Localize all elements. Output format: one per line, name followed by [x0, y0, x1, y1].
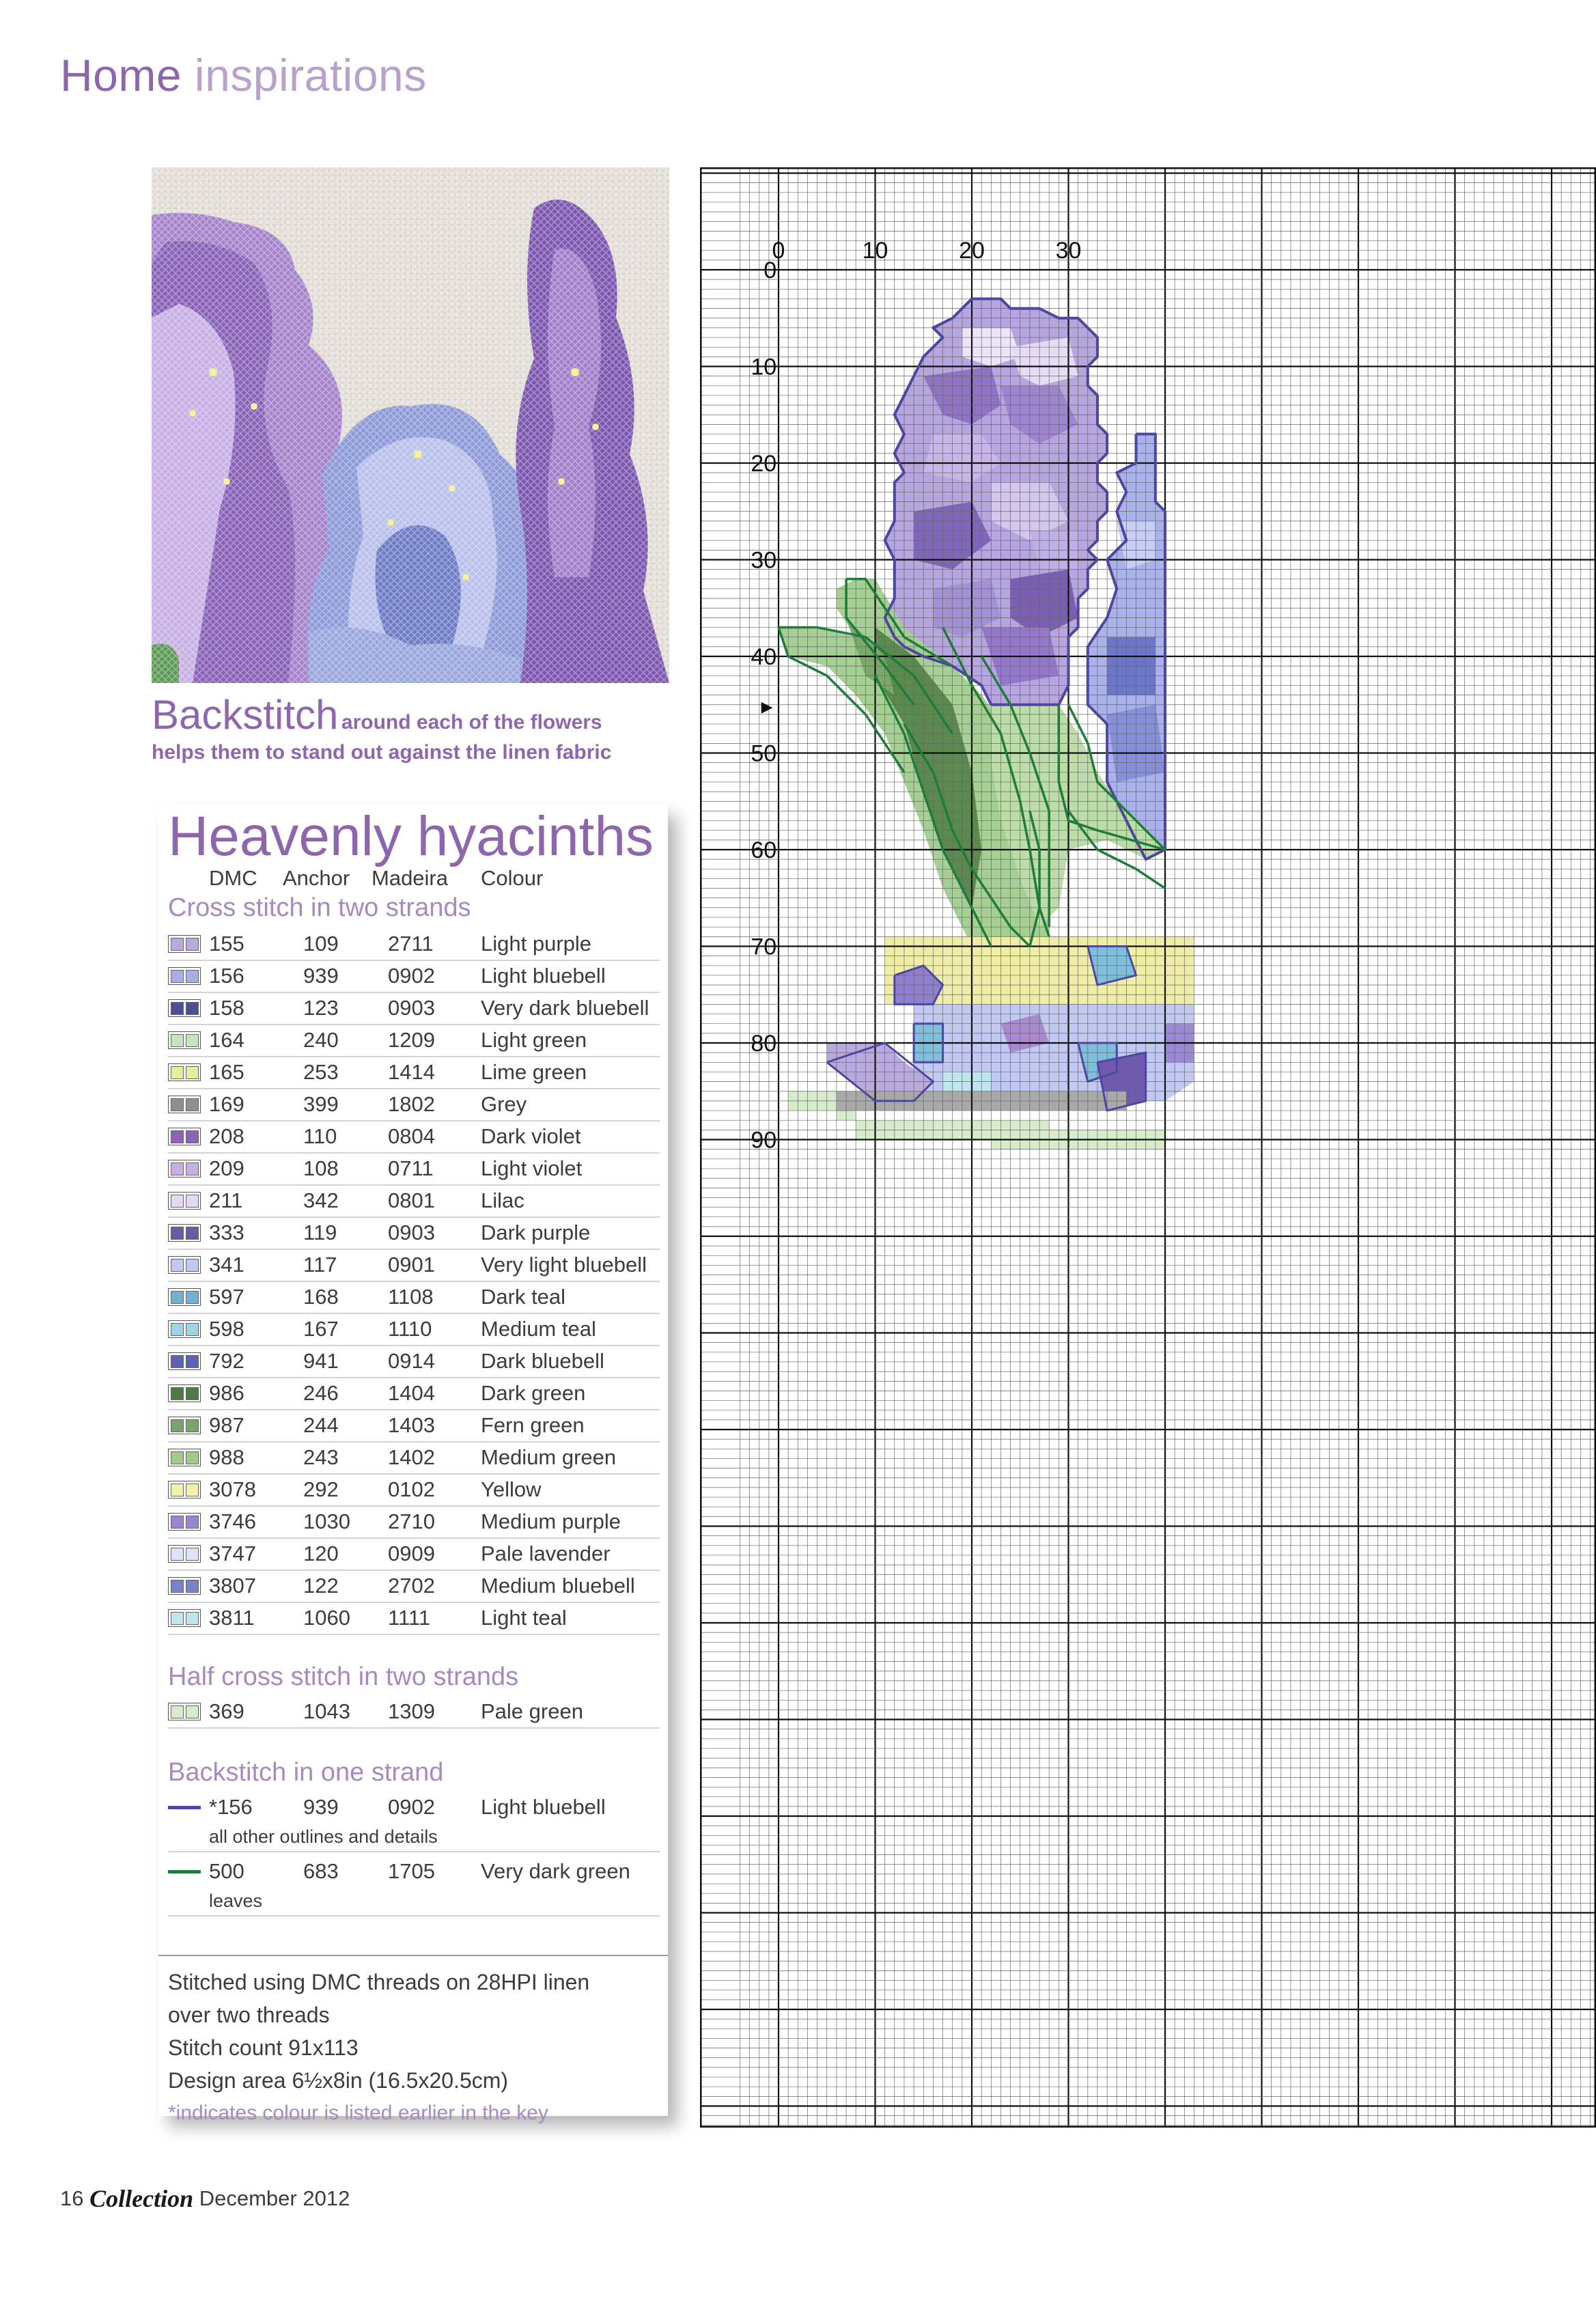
- cross-anchor: 246: [303, 1381, 339, 1405]
- cross-madeira: 1414: [388, 1060, 435, 1084]
- swatch-icon: [168, 1288, 201, 1306]
- cross-madeira: 0102: [388, 1477, 435, 1501]
- swatch-icon: [168, 1481, 201, 1499]
- cross-row: [168, 1024, 660, 1057]
- magazine-logo: Collection: [89, 2185, 194, 2212]
- cross-anchor: 122: [303, 1574, 339, 1598]
- col-header-madeira: Madeira: [372, 866, 448, 890]
- cross-dmc: 164: [209, 1028, 244, 1052]
- swatch-icon: [168, 1320, 201, 1338]
- cross-madeira: 0909: [388, 1542, 435, 1565]
- swatch-icon: [168, 1513, 201, 1531]
- cross-madeira: 0902: [388, 964, 435, 988]
- swatch-icon: [168, 999, 201, 1017]
- back-note: leaves: [209, 1891, 263, 1911]
- back-madeira: 1705: [388, 1859, 435, 1883]
- swatch-icon: [168, 1224, 201, 1242]
- back-anchor: 683: [303, 1859, 339, 1883]
- cross-colour: Dark green: [481, 1381, 586, 1405]
- cross-dmc: 165: [209, 1060, 244, 1084]
- cross-row: [168, 1409, 660, 1443]
- cross-colour: Pale lavender: [481, 1542, 611, 1565]
- issue-date: December 2012: [199, 2186, 350, 2210]
- key-title: Heavenly hyacinths: [168, 805, 654, 867]
- cross-madeira: 1404: [388, 1381, 435, 1405]
- cross-anchor: 1030: [303, 1509, 350, 1533]
- notes-line-2: over two threads: [168, 2003, 330, 2027]
- cross-madeira: 1111: [388, 1606, 431, 1630]
- back-dmc: *156: [209, 1795, 253, 1819]
- y-axis-label: 40: [751, 644, 777, 670]
- cross-dmc: 598: [209, 1317, 244, 1341]
- cross-row: [168, 1313, 660, 1346]
- notes-divider: [158, 1955, 668, 1956]
- x-axis-label: 30: [1055, 238, 1082, 264]
- cross-row: [168, 1088, 660, 1121]
- cross-colour: Dark teal: [481, 1285, 566, 1309]
- cross-stitch-chart: [700, 167, 1596, 2128]
- back-dmc: 500: [209, 1859, 244, 1883]
- y-axis-label: 20: [751, 451, 777, 477]
- swatch-icon: [168, 1545, 201, 1563]
- back-row: [168, 1791, 660, 1852]
- cross-dmc: 987: [209, 1413, 244, 1437]
- cross-colour: Lime green: [481, 1060, 587, 1084]
- half-cross-title: Half cross stitch in two strands: [168, 1662, 519, 1691]
- cross-row: [168, 928, 660, 961]
- cross-colour: Medium purple: [481, 1509, 621, 1533]
- cross-colour: Grey: [481, 1092, 527, 1116]
- photo-caption: [152, 691, 698, 764]
- cross-madeira: 1402: [388, 1445, 435, 1469]
- cross-anchor: 1060: [303, 1606, 350, 1630]
- cross-dmc: 208: [209, 1124, 244, 1148]
- back-madeira: 0902: [388, 1795, 435, 1819]
- back-anchor: 939: [303, 1795, 339, 1819]
- cross-anchor: 939: [303, 964, 339, 988]
- x-axis-label: 10: [862, 238, 888, 264]
- cross-colour: Yellow: [481, 1477, 542, 1501]
- section-header: [60, 49, 427, 101]
- notes-line-3: Stitch count 91x113: [168, 2035, 359, 2060]
- cross-colour: Light purple: [481, 932, 592, 956]
- cross-dmc: 986: [209, 1381, 244, 1405]
- header-word-home: Home: [60, 50, 182, 100]
- cross-dmc: 3807: [209, 1574, 256, 1598]
- thread-key-panel: [158, 805, 668, 2124]
- cross-anchor: 292: [303, 1477, 339, 1501]
- cross-row: [168, 1473, 660, 1507]
- swatch-icon: [168, 1449, 201, 1466]
- cross-anchor: 399: [303, 1092, 339, 1116]
- page-number: 16: [60, 2186, 84, 2210]
- cross-dmc: 3811: [209, 1606, 255, 1630]
- cross-row: [168, 1249, 660, 1282]
- cross-anchor: 109: [303, 932, 339, 956]
- cross-row: [168, 1602, 660, 1635]
- swatch-icon: [168, 1031, 201, 1049]
- cross-madeira: 2711: [388, 932, 434, 956]
- half-colour: Pale green: [481, 1699, 583, 1723]
- cross-row: [168, 992, 660, 1025]
- cross-dmc: 333: [209, 1221, 244, 1244]
- backstitch-line-icon: [168, 1806, 201, 1809]
- swatch-icon: [168, 1128, 201, 1145]
- cross-madeira: 1110: [388, 1317, 432, 1341]
- cross-dmc: 597: [209, 1285, 244, 1309]
- cross-madeira: 0801: [388, 1188, 435, 1212]
- cross-anchor: 244: [303, 1413, 339, 1437]
- cross-row: [168, 1184, 660, 1218]
- cross-madeira: 0711: [388, 1156, 434, 1180]
- cross-dmc: 988: [209, 1445, 244, 1469]
- swatch-icon: [168, 1160, 201, 1178]
- cross-dmc: 155: [209, 932, 244, 956]
- cross-row: [168, 1441, 660, 1475]
- y-axis-label: 10: [751, 354, 777, 380]
- cross-colour: Dark bluebell: [481, 1349, 604, 1373]
- swatch-icon: [168, 1192, 201, 1210]
- cross-madeira: 2702: [388, 1574, 435, 1598]
- header-word-inspirations: inspirations: [194, 50, 427, 100]
- cross-madeira: 0903: [388, 996, 435, 1020]
- cross-row: [168, 1505, 660, 1539]
- cross-row: [168, 1152, 660, 1186]
- cross-anchor: 123: [303, 996, 339, 1020]
- cross-row: [168, 1345, 660, 1378]
- footnote: *indicates colour is listed earlier in the key: [168, 2102, 548, 2124]
- cross-colour: Medium bluebell: [481, 1574, 635, 1598]
- cross-colour: Dark purple: [481, 1221, 591, 1244]
- cross-row: [168, 1056, 660, 1089]
- cross-dmc: 3078: [209, 1477, 256, 1501]
- x-axis-label: 20: [959, 238, 985, 264]
- y-axis-label: 0: [764, 257, 777, 283]
- cross-madeira: 1209: [388, 1028, 435, 1052]
- swatch-icon: [168, 1703, 201, 1720]
- cross-madeira: 0914: [388, 1349, 435, 1373]
- cross-row: [168, 1120, 660, 1154]
- cross-dmc: 3746: [209, 1509, 256, 1533]
- cross-stitch-title: Cross stitch in two strands: [168, 893, 471, 922]
- caption-lead: Backstitch: [152, 692, 339, 738]
- cross-colour: Lilac: [481, 1188, 524, 1212]
- cross-anchor: 168: [303, 1285, 339, 1309]
- notes-line-4: Design area 6½x8in (16.5x20.5cm): [168, 2068, 509, 2093]
- cross-row: [168, 960, 660, 993]
- cross-madeira: 0903: [388, 1221, 435, 1244]
- cross-row: [168, 1281, 660, 1314]
- cross-anchor: 941: [303, 1349, 339, 1373]
- cross-colour: Medium green: [481, 1445, 617, 1469]
- half-madeira: 1309: [388, 1699, 435, 1723]
- cross-dmc: 156: [209, 964, 244, 988]
- cross-anchor: 167: [303, 1317, 339, 1341]
- cross-colour: Light bluebell: [481, 964, 606, 988]
- cross-dmc: 209: [209, 1156, 244, 1180]
- back-note: all other outlines and details: [209, 1826, 438, 1847]
- swatch-icon: [168, 1384, 201, 1402]
- cross-dmc: 158: [209, 996, 244, 1020]
- cross-row: [168, 1377, 660, 1410]
- col-header-colour: Colour: [481, 866, 544, 890]
- caption-rest: around each of the flowers: [341, 711, 602, 734]
- cross-madeira: 0901: [388, 1253, 435, 1277]
- cross-madeira: 1802: [388, 1092, 435, 1116]
- cross-anchor: 240: [303, 1028, 339, 1052]
- caption-line2: helps them to stand out against the linen fabric: [152, 741, 612, 764]
- cross-colour: Medium teal: [481, 1317, 596, 1341]
- y-axis-label: 90: [751, 1127, 777, 1154]
- y-axis-label: 70: [751, 934, 777, 960]
- cross-row: [168, 1537, 660, 1571]
- swatch-icon: [168, 1352, 201, 1370]
- cross-colour: Light violet: [481, 1156, 583, 1180]
- cross-anchor: 253: [303, 1060, 339, 1084]
- swatch-icon: [168, 1063, 201, 1081]
- cross-colour: Dark violet: [481, 1124, 581, 1148]
- cross-dmc: 3747: [209, 1542, 256, 1565]
- half-row: [168, 1695, 660, 1729]
- swatch-icon: [168, 1417, 201, 1434]
- swatch-icon: [168, 967, 201, 985]
- cross-colour: Light teal: [481, 1606, 567, 1630]
- cross-row: [168, 1216, 660, 1250]
- y-axis-label: 50: [751, 740, 777, 767]
- y-axis-label: 80: [751, 1031, 777, 1057]
- swatch-icon: [168, 1609, 201, 1627]
- page-footer: [60, 2184, 350, 2213]
- cross-madeira: 0804: [388, 1124, 435, 1148]
- swatch-icon: [168, 1577, 201, 1595]
- cross-anchor: 108: [303, 1156, 339, 1180]
- col-header-anchor: Anchor: [283, 866, 350, 890]
- cross-colour: Fern green: [481, 1413, 585, 1437]
- swatch-icon: [168, 1256, 201, 1274]
- cross-madeira: 2710: [388, 1509, 435, 1533]
- cross-anchor: 119: [303, 1221, 337, 1244]
- y-axis-label: 30: [751, 547, 777, 574]
- cross-colour: Very dark bluebell: [481, 996, 649, 1020]
- back-colour: Light bluebell: [481, 1795, 606, 1819]
- cross-dmc: 211: [209, 1188, 243, 1212]
- cross-anchor: 110: [303, 1124, 337, 1148]
- col-header-dmc: DMC: [209, 866, 257, 890]
- half-anchor: 1043: [303, 1699, 350, 1723]
- cross-madeira: 1108: [388, 1285, 434, 1309]
- swatch-icon: [168, 1096, 201, 1113]
- y-axis-label: 60: [751, 837, 777, 863]
- backstitch-title: Backstitch in one strand: [168, 1758, 444, 1787]
- back-row: [168, 1855, 660, 1917]
- cross-dmc: 792: [209, 1349, 244, 1373]
- half-dmc: 369: [209, 1699, 244, 1723]
- cross-dmc: 169: [209, 1092, 244, 1116]
- cross-colour: Light green: [481, 1028, 587, 1052]
- back-colour: Very dark green: [481, 1859, 630, 1883]
- cross-anchor: 243: [303, 1445, 339, 1469]
- cross-anchor: 342: [303, 1188, 339, 1212]
- cross-madeira: 1403: [388, 1413, 435, 1437]
- notes-line-1: Stitched using DMC threads on 28HPI linen: [168, 1970, 590, 1994]
- backstitch-line-icon: [168, 1870, 201, 1873]
- stitched-photo: [152, 167, 669, 683]
- cross-dmc: 341: [209, 1253, 244, 1277]
- center-marker-icon: ▶: [761, 698, 773, 716]
- cross-anchor: 117: [303, 1253, 337, 1277]
- swatch-icon: [168, 935, 201, 953]
- cross-row: [168, 1570, 660, 1603]
- cross-colour: Very light bluebell: [481, 1253, 647, 1277]
- x-axis-label: 0: [772, 238, 785, 264]
- cross-anchor: 120: [303, 1542, 339, 1565]
